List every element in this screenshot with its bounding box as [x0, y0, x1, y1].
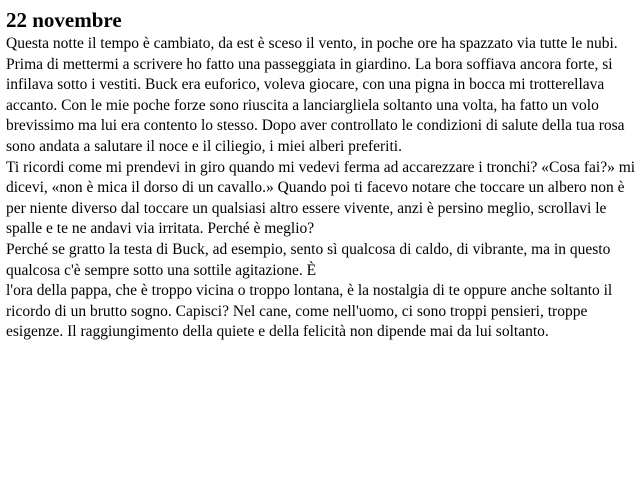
paragraph-4: l'ora della pappa, che è troppo vicina o troppo lontana, è la nostalgia di te oppure anche soltanto il ricordo di un brutto sogno. Capisci? Nel cane, come nell'uomo, ci sono troppi pensieri, troppe esigenze. Il raggiungimento della quiete e della felicità non dipende mai da lui soltanto. — [6, 282, 613, 341]
paragraph-2: Ti ricordi come mi prendevi in giro quando mi vedevi ferma ad accarezzare i tronchi? «Cosa fai?» mi dicevi, «non è mica il dorso di un cavallo.» Quando poi ti facevo notare che toccare un albero non è per niente diverso dal toccare un qualsiasi altro essere vivente, anzi è persino meglio, scrollavi le spalle e te ne andavi via irritata. Perché è meglio? — [6, 158, 636, 238]
document-page — [6, 6, 636, 343]
page-title: 22 novembre — [6, 8, 122, 32]
paragraph-1: Questa notte il tempo è cambiato, da est è sceso il vento, in poche ore ha spazzato via tutte le nubi. Prima di mettermi a scrivere ho fatto una passeggiata in giardino. La bora soffiava ancora forte, si infilava sotto i vestiti. Buck era euforico, voleva giocare, con una pigna in bocca mi trotterellava accanto. Con le mie poche forze sono riuscita a lanciargliela soltanto una volta, ha fatto un volo brevissimo ma lui era contento lo stesso. Dopo aver controllato le condizioni di salute della tua rosa sono andata a salutare il noce e il ciliegio, i miei alberi preferiti. — [6, 35, 625, 155]
paragraph-3: Perché se gratto la testa di Buck, ad esempio, sento sì qualcosa di caldo, di vibrante, ma in questo qualcosa c'è sempre sotto una sottile agitazione. È — [6, 240, 611, 279]
